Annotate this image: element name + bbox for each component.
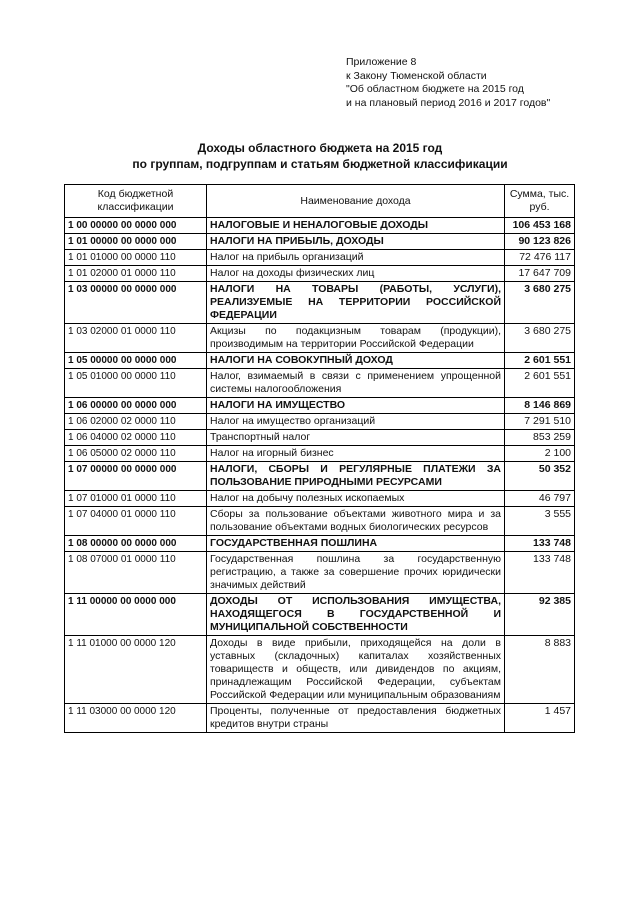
row-sum: 8 146 869: [505, 398, 575, 414]
row-code: 1 00 00000 00 0000 000: [65, 218, 207, 234]
table-row: [65, 353, 575, 369]
appendix-line-1: Приложение 8: [346, 56, 417, 68]
row-code: 1 05 01000 00 0000 110: [65, 369, 207, 398]
row-code: 1 06 05000 02 0000 110: [65, 446, 207, 462]
table-row: [65, 430, 575, 446]
row-code: 1 01 00000 00 0000 000: [65, 234, 207, 250]
row-sum: 3 555: [505, 507, 575, 536]
row-sum: 90 123 826: [505, 234, 575, 250]
header-sum: Сумма, тыс. руб.: [505, 185, 575, 218]
row-name: Транспортный налог: [207, 430, 505, 446]
title-line-2: по группам, подгруппам и статьям бюджетной классификации: [132, 157, 508, 171]
table-row: [65, 446, 575, 462]
row-code: 1 01 01000 00 0000 110: [65, 250, 207, 266]
row-code: 1 06 04000 02 0000 110: [65, 430, 207, 446]
table-row: [65, 491, 575, 507]
row-code: 1 01 02000 01 0000 110: [65, 266, 207, 282]
table-row: [65, 507, 575, 536]
row-sum: 3 680 275: [505, 324, 575, 353]
table-row: [65, 218, 575, 234]
row-code: 1 07 00000 00 0000 000: [65, 462, 207, 491]
row-code: 1 11 01000 00 0000 120: [65, 636, 207, 704]
table-row: [65, 324, 575, 353]
header-code: Код бюджетной классификации: [65, 185, 207, 218]
row-code: 1 05 00000 00 0000 000: [65, 353, 207, 369]
row-name: Акцизы по подакцизным товарам (продукции), производимым на территории Российской Федерации: [207, 324, 505, 353]
row-name: Государственная пошлина за государственную регистрацию, а также за совершение прочих юридически значимых действий: [207, 552, 505, 594]
row-sum: 2 601 551: [505, 369, 575, 398]
row-sum: 133 748: [505, 536, 575, 552]
row-sum: 853 259: [505, 430, 575, 446]
row-code: 1 11 03000 00 0000 120: [65, 704, 207, 733]
row-code: 1 07 01000 01 0000 110: [65, 491, 207, 507]
row-name: НАЛОГИ НА СОВОКУПНЫЙ ДОХОД: [207, 353, 505, 369]
row-name: НАЛОГИ НА ИМУЩЕСТВО: [207, 398, 505, 414]
row-sum: 72 476 117: [505, 250, 575, 266]
table-row: [65, 462, 575, 491]
table-row: [65, 536, 575, 552]
appendix-note: [346, 56, 550, 110]
row-sum: 92 385: [505, 594, 575, 636]
row-sum: 50 352: [505, 462, 575, 491]
row-name: Проценты, полученные от предоставления бюджетных кредитов внутри страны: [207, 704, 505, 733]
table-row: [65, 594, 575, 636]
row-name: НАЛОГИ, СБОРЫ И РЕГУЛЯРНЫЕ ПЛАТЕЖИ ЗА ПОЛЬЗОВАНИЕ ПРИРОДНЫМИ РЕСУРСАМИ: [207, 462, 505, 491]
table-row: [65, 250, 575, 266]
appendix-line-4: и на плановый период 2016 и 2017 годов": [346, 96, 551, 109]
table-row: [65, 704, 575, 733]
row-name: Налог на имущество организаций: [207, 414, 505, 430]
row-name: Налог на игорный бизнес: [207, 446, 505, 462]
header-name: Наименование дохода: [207, 185, 505, 218]
row-name: НАЛОГИ НА ТОВАРЫ (РАБОТЫ, УСЛУГИ), РЕАЛИЗУЕМЫЕ НА ТЕРРИТОРИИ РОССИЙСКОЙ ФЕДЕРАЦИИ: [207, 282, 505, 324]
row-sum: 1 457: [505, 704, 575, 733]
row-name: ГОСУДАРСТВЕННАЯ ПОШЛИНА: [207, 536, 505, 552]
row-code: 1 06 00000 00 0000 000: [65, 398, 207, 414]
row-name: ДОХОДЫ ОТ ИСПОЛЬЗОВАНИЯ ИМУЩЕСТВА, НАХОДЯЩЕГОСЯ В ГОСУДАРСТВЕННОЙ И МУНИЦИПАЛЬНОЙ СОБСТВЕННОСТИ: [207, 594, 505, 636]
table-row: [65, 266, 575, 282]
table-row: [65, 636, 575, 704]
row-name: Налог, взимаемый в связи с применением упрощенной системы налогообложения: [207, 369, 505, 398]
table-row: [65, 398, 575, 414]
title-line-1: Доходы областного бюджета на 2015 год: [197, 141, 443, 155]
appendix-line-3: "Об областном бюджете на 2015 год: [346, 83, 524, 95]
row-sum: 17 647 709: [505, 266, 575, 282]
row-name: Доходы в виде прибыли, приходящейся на доли в уставных (складочных) капиталах хозяйственных товариществ и обществ, или дивидендов по акциям, принадлежащим Российской Федерации, субъектам Российской Федерации или муниципальным образованиям: [207, 636, 505, 704]
row-name: НАЛОГИ НА ПРИБЫЛЬ, ДОХОДЫ: [207, 234, 505, 250]
row-name: НАЛОГОВЫЕ И НЕНАЛОГОВЫЕ ДОХОДЫ: [207, 218, 505, 234]
row-name: Налог на доходы физических лиц: [207, 266, 505, 282]
table-row: [65, 282, 575, 324]
row-sum: 2 100: [505, 446, 575, 462]
row-name: Сборы за пользование объектами животного мира и за пользование объектами водных биологических ресурсов: [207, 507, 505, 536]
appendix-line-2: к Закону Тюменской области: [346, 69, 487, 82]
table-row: [65, 414, 575, 430]
row-code: 1 07 04000 01 0000 110: [65, 507, 207, 536]
table-row: [65, 369, 575, 398]
row-sum: 133 748: [505, 552, 575, 594]
row-code: 1 08 07000 01 0000 110: [65, 552, 207, 594]
row-code: 1 03 00000 00 0000 000: [65, 282, 207, 324]
row-code: 1 08 00000 00 0000 000: [65, 536, 207, 552]
document-title: [0, 140, 640, 172]
table-row: [65, 552, 575, 594]
row-sum: 2 601 551: [505, 353, 575, 369]
row-name: Налог на добычу полезных ископаемых: [207, 491, 505, 507]
revenue-table: [64, 184, 575, 733]
table-header-row: [65, 185, 575, 218]
row-name: Налог на прибыль организаций: [207, 250, 505, 266]
row-sum: 46 797: [505, 491, 575, 507]
row-sum: 3 680 275: [505, 282, 575, 324]
row-code: 1 03 02000 01 0000 110: [65, 324, 207, 353]
row-sum: 106 453 168: [505, 218, 575, 234]
row-code: 1 06 02000 02 0000 110: [65, 414, 207, 430]
row-sum: 8 883: [505, 636, 575, 704]
row-sum: 7 291 510: [505, 414, 575, 430]
row-code: 1 11 00000 00 0000 000: [65, 594, 207, 636]
table-row: [65, 234, 575, 250]
